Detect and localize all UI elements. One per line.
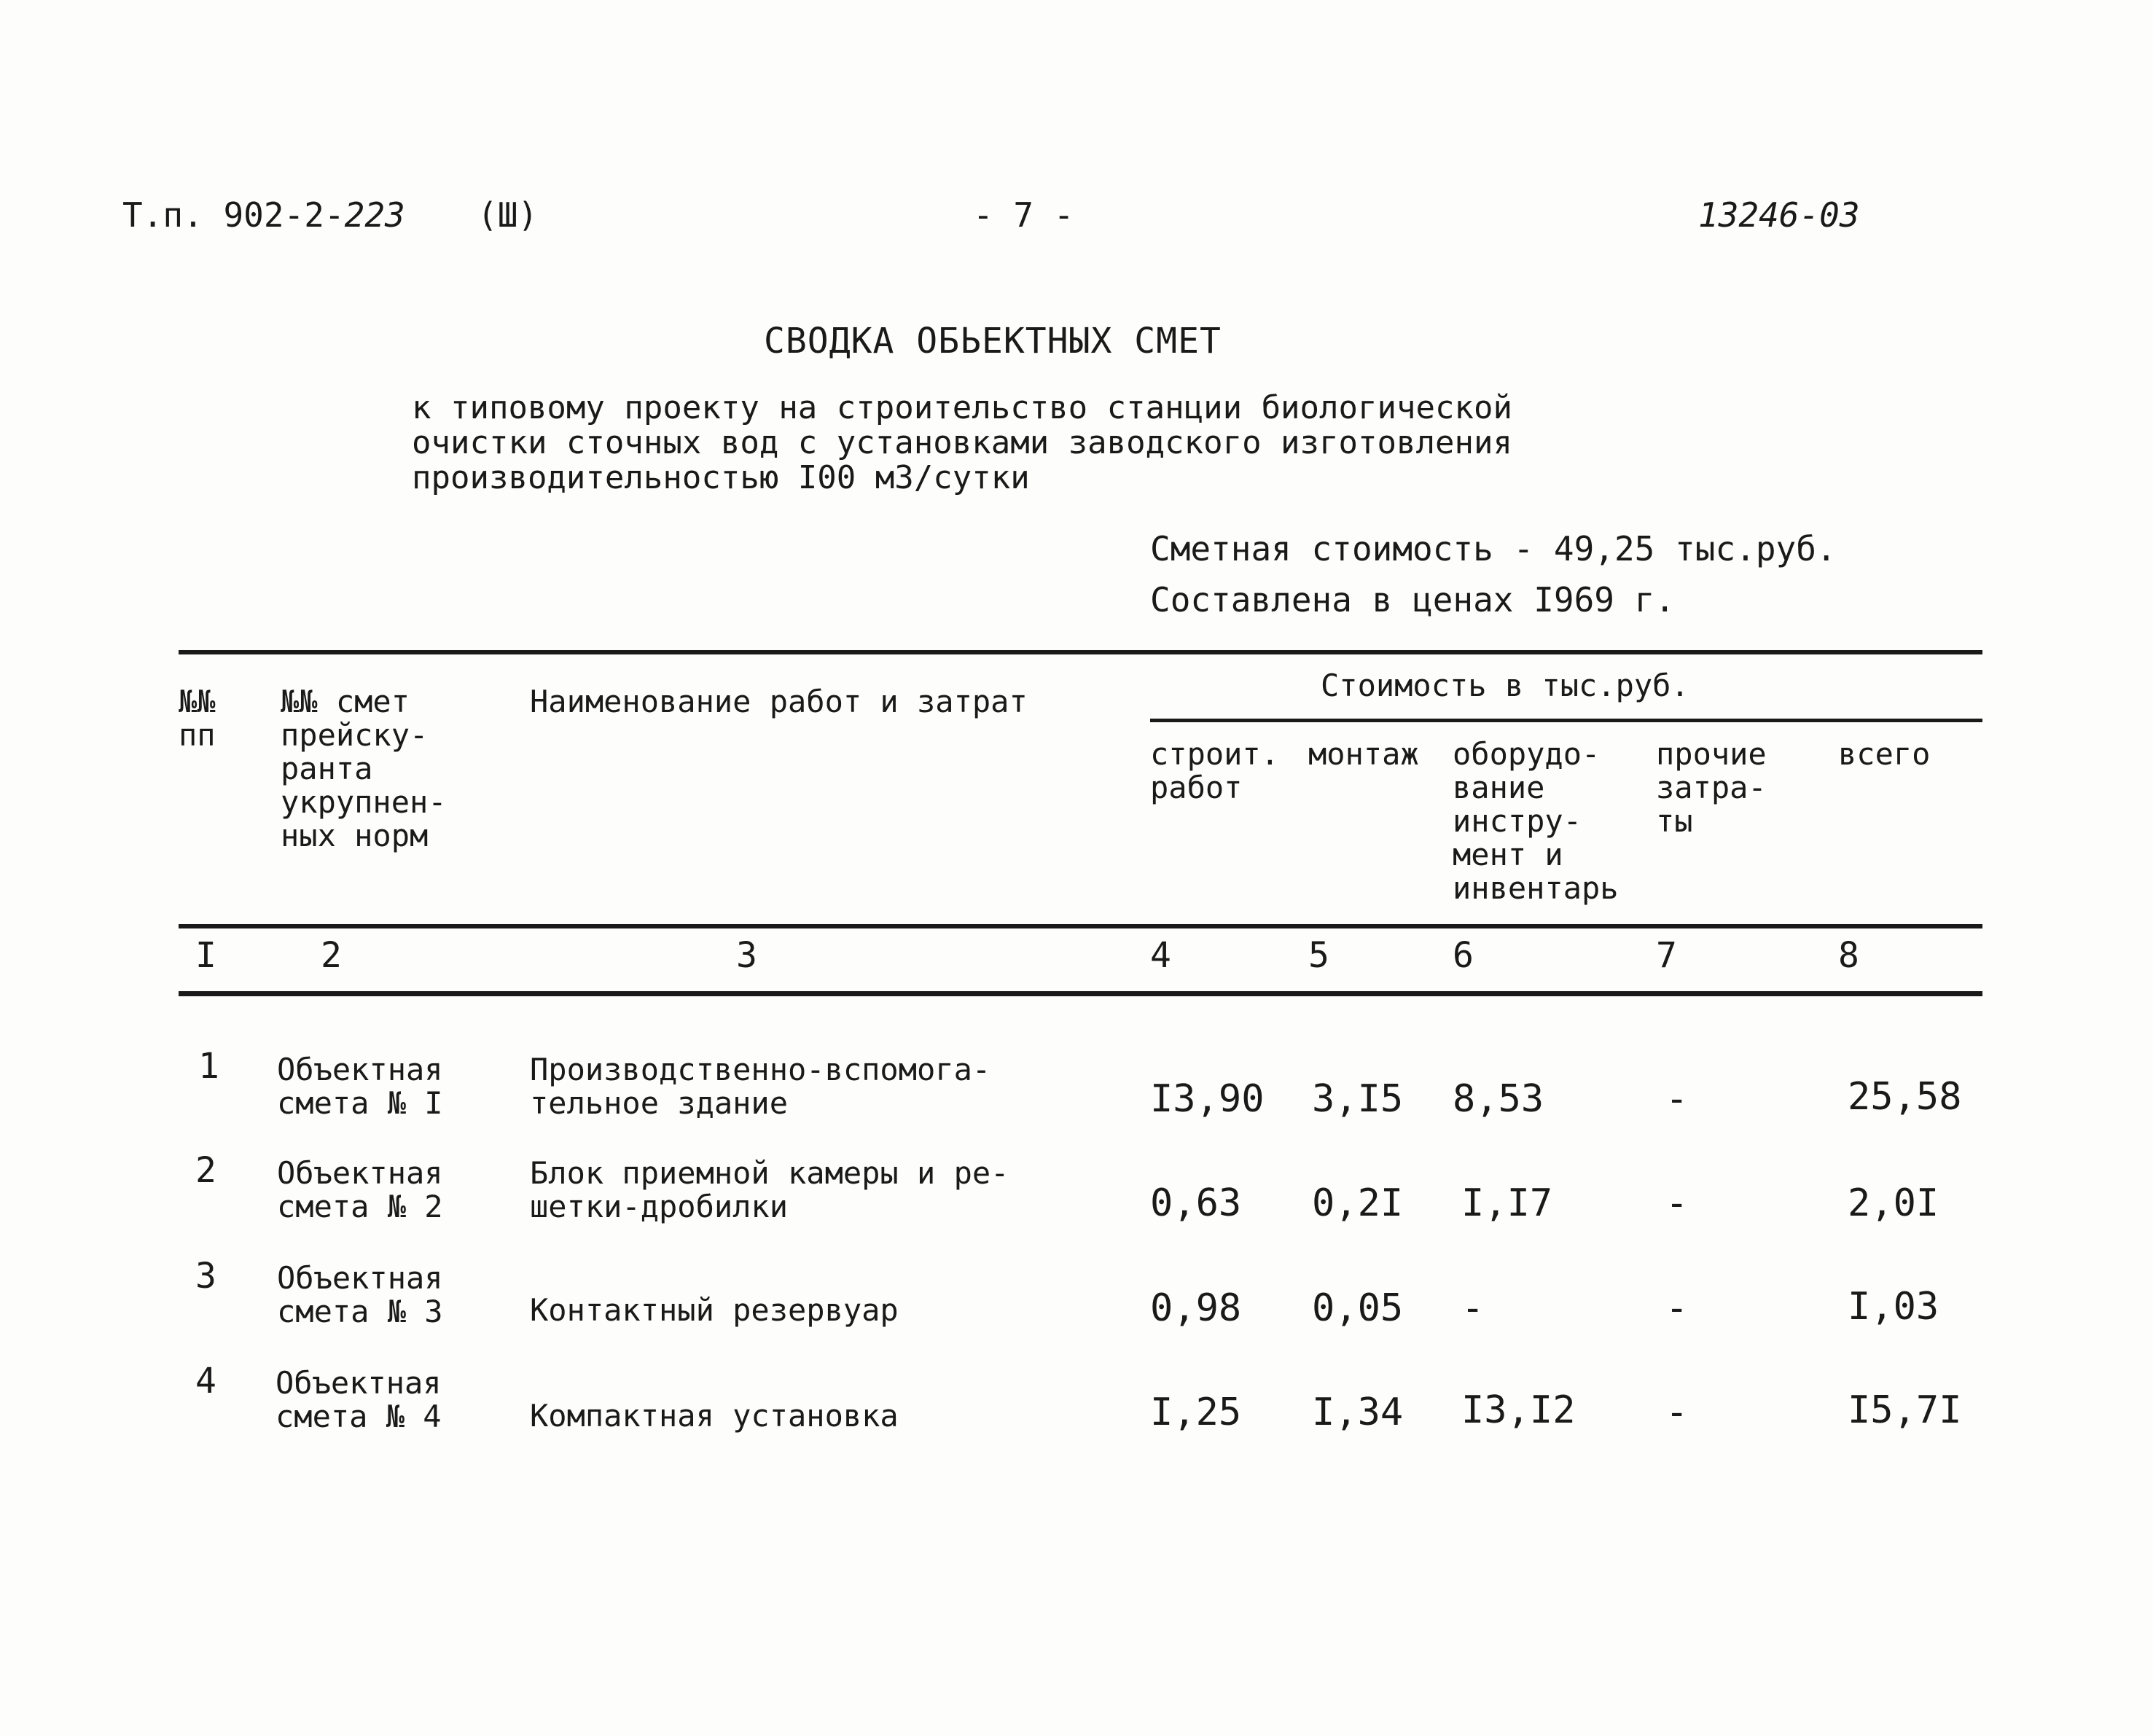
row-installation-cost: I,34 bbox=[1312, 1391, 1404, 1434]
row-work-name: Производственно-вспомога- тельное здание bbox=[530, 1052, 991, 1121]
row-work-name: Контактный резервуар bbox=[530, 1292, 899, 1328]
row-number: 4 bbox=[195, 1361, 216, 1401]
row-work-name: Блок приемной камеры и ре- шетки-дробилки bbox=[530, 1155, 1009, 1224]
row-construction-cost: I,25 bbox=[1150, 1391, 1242, 1434]
row-total-cost: 2,0I bbox=[1848, 1181, 1939, 1225]
row-number: 2 bbox=[195, 1150, 216, 1191]
row-total-cost: I5,7I bbox=[1848, 1388, 1962, 1432]
row-construction-cost: I3,90 bbox=[1150, 1077, 1265, 1121]
row-equipment-cost: I3,I2 bbox=[1461, 1388, 1576, 1432]
row-equipment-cost: 8,53 bbox=[1453, 1077, 1544, 1121]
issue-number: (Ш) bbox=[477, 195, 539, 235]
document-subtitle: к типовому проекту на строительство станции биологической очистки сточных вод с установками заводского изготовления производительностью I00 м3/сутки bbox=[412, 389, 1512, 496]
page-number: - 7 - bbox=[973, 195, 1074, 235]
row-total-cost: 25,58 bbox=[1848, 1075, 1962, 1119]
document-title: СВОДКА ОБЬЕКТНЫХ СМЕТ bbox=[764, 321, 1222, 361]
doc-code-handwritten: 223 bbox=[344, 195, 405, 235]
column-number: 5 bbox=[1308, 935, 1329, 976]
table-top-rule bbox=[179, 650, 1982, 654]
header-bottom-rule bbox=[179, 924, 1982, 928]
row-other-cost: - bbox=[1665, 1391, 1689, 1434]
price-basis: Составлена в ценах I969 г. bbox=[1150, 580, 1676, 619]
column-number: 2 bbox=[321, 935, 342, 976]
column-number: I bbox=[195, 935, 216, 976]
row-total-cost: I,03 bbox=[1848, 1285, 1939, 1329]
header-construction: строит. работ bbox=[1150, 736, 1280, 805]
row-construction-cost: 0,98 bbox=[1150, 1286, 1242, 1330]
doc-code-prefix: Т.п. 902-2- bbox=[122, 195, 345, 235]
column-number: 7 bbox=[1656, 935, 1677, 976]
column-number: 4 bbox=[1150, 935, 1171, 976]
row-estimate: Объектная смета № 2 bbox=[277, 1155, 443, 1224]
row-installation-cost: 0,2I bbox=[1312, 1181, 1404, 1225]
row-equipment-cost: - bbox=[1461, 1286, 1485, 1330]
row-installation-cost: 3,I5 bbox=[1312, 1077, 1404, 1121]
row-estimate: Объектная смета № 4 bbox=[276, 1365, 442, 1434]
row-number: 3 bbox=[195, 1256, 216, 1297]
header-installation: монтаж bbox=[1308, 736, 1419, 772]
row-other-cost: - bbox=[1665, 1286, 1689, 1330]
column-numbers-rule bbox=[179, 991, 1982, 996]
doc-code bbox=[122, 195, 405, 235]
row-other-cost: - bbox=[1665, 1077, 1689, 1121]
row-installation-cost: 0,05 bbox=[1312, 1286, 1404, 1330]
header-total: всего bbox=[1838, 736, 1931, 772]
inventory-number: 13246-03 bbox=[1698, 195, 1860, 235]
estimated-cost: Сметная стоимость - 49,25 тыс.руб. bbox=[1150, 529, 1837, 568]
header-equipment: оборудо- вание инстру- мент и инвентарь bbox=[1453, 736, 1619, 906]
column-number: 3 bbox=[736, 935, 757, 976]
header-row-number: №№ пп bbox=[179, 684, 216, 753]
header-cost-group: Стоимость в тыс.руб. bbox=[1321, 668, 1689, 703]
column-number: 6 bbox=[1453, 935, 1474, 976]
cost-group-rule bbox=[1150, 719, 1982, 722]
row-other-cost: - bbox=[1665, 1181, 1689, 1225]
column-number: 8 bbox=[1838, 935, 1859, 976]
row-equipment-cost: I,I7 bbox=[1461, 1181, 1553, 1225]
row-estimate: Объектная смета № 3 bbox=[277, 1260, 443, 1329]
row-work-name: Компактная установка bbox=[530, 1398, 899, 1434]
row-number: 1 bbox=[198, 1046, 219, 1087]
header-work-name: Наименование работ и затрат bbox=[530, 684, 1028, 719]
row-construction-cost: 0,63 bbox=[1150, 1181, 1242, 1225]
header-estimate-number: №№ смет прейску- ранта укрупнен- ных норм bbox=[281, 684, 447, 853]
row-estimate: Объектная смета № I bbox=[277, 1052, 443, 1121]
header-other-costs: прочие затра- ты bbox=[1656, 736, 1767, 839]
